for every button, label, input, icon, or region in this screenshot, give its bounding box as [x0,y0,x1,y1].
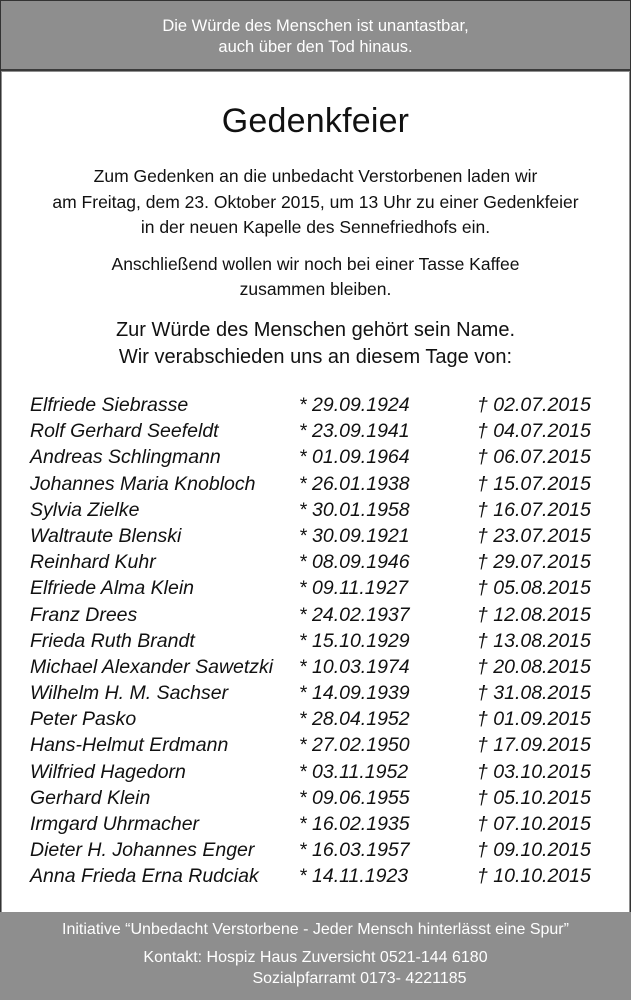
death-date: † 15.07.2015 [477,472,591,495]
birth-date: * 16.02.1935 [299,813,410,835]
death-date: † 05.08.2015 [477,577,591,600]
death-date: † 29.07.2015 [477,551,591,574]
deceased-row [30,444,610,470]
coffee-text [2,252,629,302]
death-date: † 16.07.2015 [477,498,591,521]
deceased-name: Hans-Helmut Erdmann [30,734,229,757]
death-date: † 06.07.2015 [477,446,591,469]
deceased-name: Michael Alexander Sawetzki [30,655,274,678]
deceased-name: Anna Frieda Erna Rudciak [30,865,259,888]
death-date: † 31.08.2015 [477,682,591,705]
page-title: Gedenkfeier [221,102,410,140]
birth-date: * 01.09.1964 [299,446,410,469]
deceased-row [30,497,610,523]
deceased-row [30,759,610,785]
death-date: † 10.10.2015 [477,865,591,888]
birth-date: * 03.11.1952 [299,760,409,783]
deceased-row [30,575,610,601]
birth-date: * 14.11.1923 [299,865,409,888]
birth-date: * 27.02.1950 [299,734,410,757]
deceased-name: Wilhelm H. M. Sachser [30,682,229,705]
deceased-row [30,471,610,497]
birth-date: * 08.09.1946 [299,551,410,574]
deceased-row [30,654,610,680]
death-date: † 20.08.2015 [477,655,591,678]
deceased-row [30,602,610,628]
deceased-name: Franz Drees [30,603,138,626]
deceased-row [30,811,610,837]
coffee-line-2: zusammen bleiben. [239,279,392,299]
deceased-name: Waltraute Blenski [30,524,182,547]
death-date: † 04.07.2015 [477,420,591,443]
deceased-name: Andreas Schlingmann [30,446,221,469]
invitation-line-3: in der neuen Kapelle des Sennefriedhofs ein. [140,217,491,237]
coffee-line-1: Anschließend wollen wir noch bei einer Tasse Kaffee [111,254,520,274]
death-date: † 23.07.2015 [477,524,591,547]
birth-date: * 26.01.1938 [299,472,410,495]
header-line-1: Die Würde des Menschen ist unantastbar, [162,17,469,35]
contact-line-1: Kontakt: Hospiz Haus Zuversicht 0521-144 6180 [143,949,488,966]
deceased-name: Elfriede Alma Klein [30,577,195,600]
deceased-name: Sylvia Zielke [30,498,140,521]
deceased-row [30,392,610,418]
deceased-name: Reinhard Kuhr [30,551,156,574]
deceased-name: Irmgard Uhrmacher [30,813,200,835]
invitation-line-2: am Freitag, dem 23. Oktober 2015, um 13 Uhr zu einer Gedenkfeier [52,191,579,212]
birth-date: * 15.10.1929 [299,629,410,652]
deceased-name: Rolf Gerhard Seefeldt [30,420,219,443]
deceased-name: Peter Pasko [30,708,137,731]
birth-date: * 29.09.1924 [299,394,410,416]
birth-date: * 14.09.1939 [299,682,410,705]
death-date: † 07.10.2015 [477,813,591,835]
death-date: † 01.09.2015 [477,708,591,731]
dignity-line-1: Zur Würde des Menschen gehört sein Name. [115,319,516,341]
deceased-name: Gerhard Klein [30,786,151,809]
death-date: † 05.10.2015 [477,786,591,809]
header-line-2: auch über den Tod hinaus. [218,38,413,56]
birth-date: * 30.01.1958 [299,498,410,521]
invitation-line-1: Zum Gedenken an die unbedacht Verstorbenen laden wir [93,166,538,186]
dignity-line-2: Wir verabschieden uns an diesem Tage von: [118,346,513,368]
birth-date: * 28.04.1952 [299,708,410,731]
deceased-row [30,837,610,863]
notice-body [2,72,629,912]
death-date: † 02.07.2015 [477,394,591,416]
death-date: † 17.09.2015 [477,734,591,757]
death-date: † 09.10.2015 [477,839,591,862]
footer-banner [0,912,631,1000]
birth-date: * 10.03.1974 [299,655,410,678]
invitation-text [2,164,629,241]
deceased-row [30,628,610,654]
birth-date: * 24.02.1937 [299,603,410,626]
deceased-name: Johannes Maria Knobloch [30,472,256,495]
birth-date: * 23.09.1941 [299,420,410,443]
dignity-statement [2,317,629,371]
deceased-name: Wilfried Hagedorn [30,760,186,783]
birth-date: * 16.03.1957 [299,839,410,862]
birth-date: * 09.11.1927 [299,577,409,600]
death-date: † 03.10.2015 [477,760,591,783]
contact-block [0,947,631,989]
initiative-text: Initiative “Unbedacht Verstorbene - Jeder Mensch hinterlässt eine Spur” [62,921,569,938]
birth-date: * 09.06.1955 [299,786,410,809]
deceased-row [30,706,610,732]
death-date: † 13.08.2015 [477,629,591,652]
deceased-row [30,680,610,706]
header-banner [1,1,630,71]
death-date: † 12.08.2015 [477,603,591,626]
birth-date: * 30.09.1921 [299,524,410,547]
contact-line-2: Sozialpfarramt 0173- 4221185 [252,970,467,987]
deceased-row [30,418,610,444]
deceased-name: Frieda Ruth Brandt [30,629,195,652]
deceased-row [30,732,610,758]
deceased-row [30,785,610,811]
deceased-name: Dieter H. Johannes Enger [30,839,255,862]
deceased-list [30,392,610,890]
deceased-row [30,523,610,549]
deceased-name: Elfriede Siebrasse [30,394,189,416]
deceased-row [30,863,610,889]
deceased-row [30,549,610,575]
